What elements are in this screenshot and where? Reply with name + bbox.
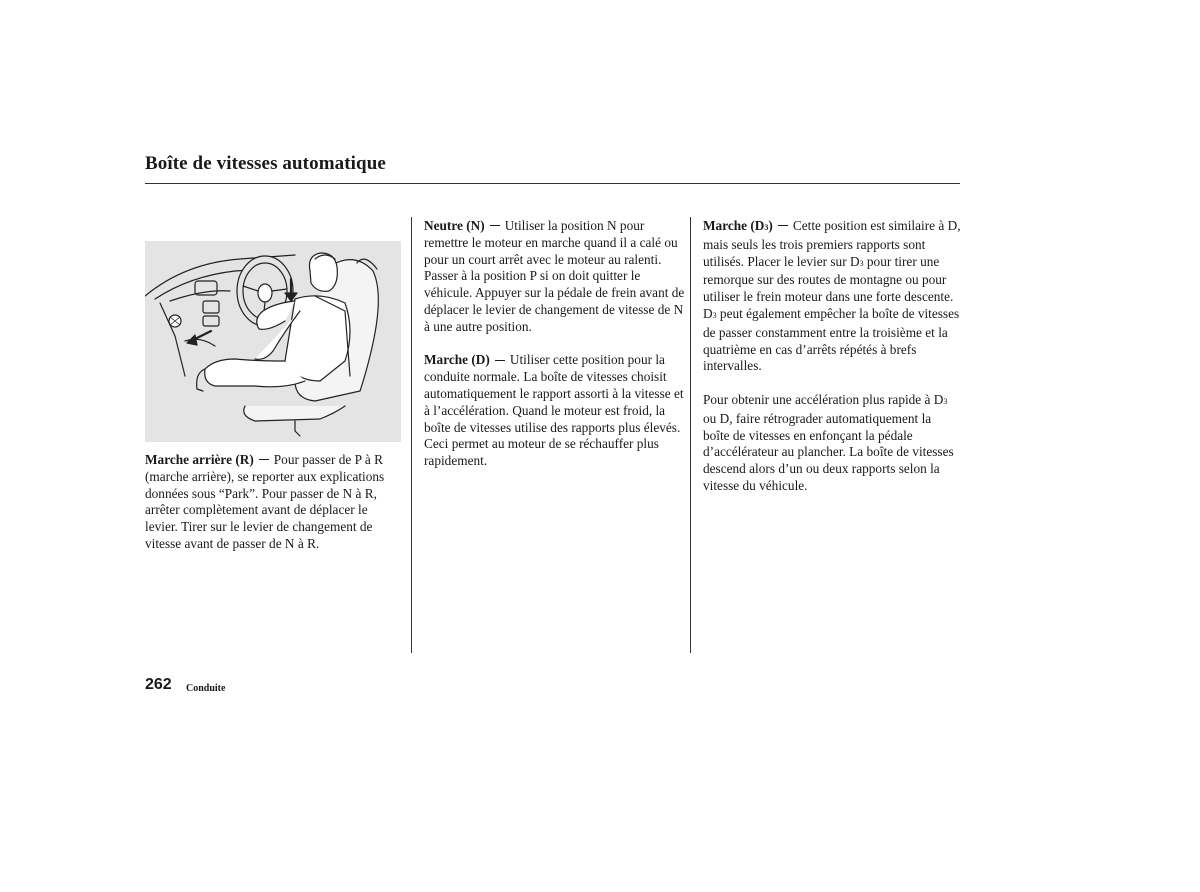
column-divider-2 [690, 217, 691, 653]
column-divider-1 [411, 217, 412, 653]
text-marche-arriere: Pour passer de P à R (marche arrière), se reporter aux explications données sous “Park”. Pour passer de N à R, arrêter complètement avant de déplacer le levier. Tirer sur le levier de changement de vitesse avant de passer de N à R. [145, 452, 385, 551]
em-dash [490, 225, 500, 226]
label-marche-d3: Marche (D3) [703, 218, 773, 233]
page-title: Boîte de vitesses automatique [145, 153, 386, 174]
label-marche-arriere: Marche arrière (R) [145, 452, 254, 467]
title-rule [145, 183, 960, 184]
text-neutre: Utiliser la position N pour remettre le moteur en marche quand il a calé ou pour un court arrêt avec le moteur au ralenti. Passer à la position P si on doit quitter le véhicule. Appuyer sur la pédale de frein avant de déplacer le levier de changement de vitesse de N à une autre position. [424, 218, 685, 334]
text-marche-d: Utiliser cette position pour la conduite normale. La boîte de vitesses choisit automatiquement le rapport assorti à la vitesse et à l’accélération. Quand le moteur est froid, la boîte de vitesses utilise des rapports plus élevés. Ceci permet au moteur de se réchauffer plus rapidement. [424, 352, 684, 469]
column-1 [145, 452, 403, 553]
label-neutre: Neutre (N) [424, 218, 485, 233]
column-3 [703, 218, 961, 495]
column-2 [424, 218, 686, 470]
em-dash [259, 459, 269, 460]
em-dash [778, 225, 788, 226]
em-dash [495, 360, 505, 361]
paragraph-acceleration: Pour obtenir une accélération plus rapide à D3 ou D, faire rétrograder automatiquement la boîte de vitesses en enfonçant la pédale d’accélérateur au plancher. La boîte de vitesses descend alors d’un ou deux rapports selon la vitesse du véhicule. [703, 391, 954, 493]
page-number: 262 [145, 676, 172, 693]
paragraph-marche-d3: Marche (D3) Cette position est similaire à D, mais seuls les trois premiers rapports sont utilisés. Placer le levier sur D3 pour tirer une remorque sur des routes de montagne ou pour utiliser le frein moteur dans une forte descente. D3 peut également empêcher la boîte de vitesses de passer constamment entre la troisième et la quatrième en cas d’arrêts répétés à brefs intervalles. [703, 218, 961, 374]
section-name: Conduite [186, 683, 226, 694]
paragraph-marche-arriere [145, 452, 403, 553]
paragraph-marche-d [424, 352, 686, 470]
paragraph-neutre [424, 218, 686, 336]
label-marche-d: Marche (D) [424, 352, 490, 368]
driver-illustration [145, 241, 401, 442]
